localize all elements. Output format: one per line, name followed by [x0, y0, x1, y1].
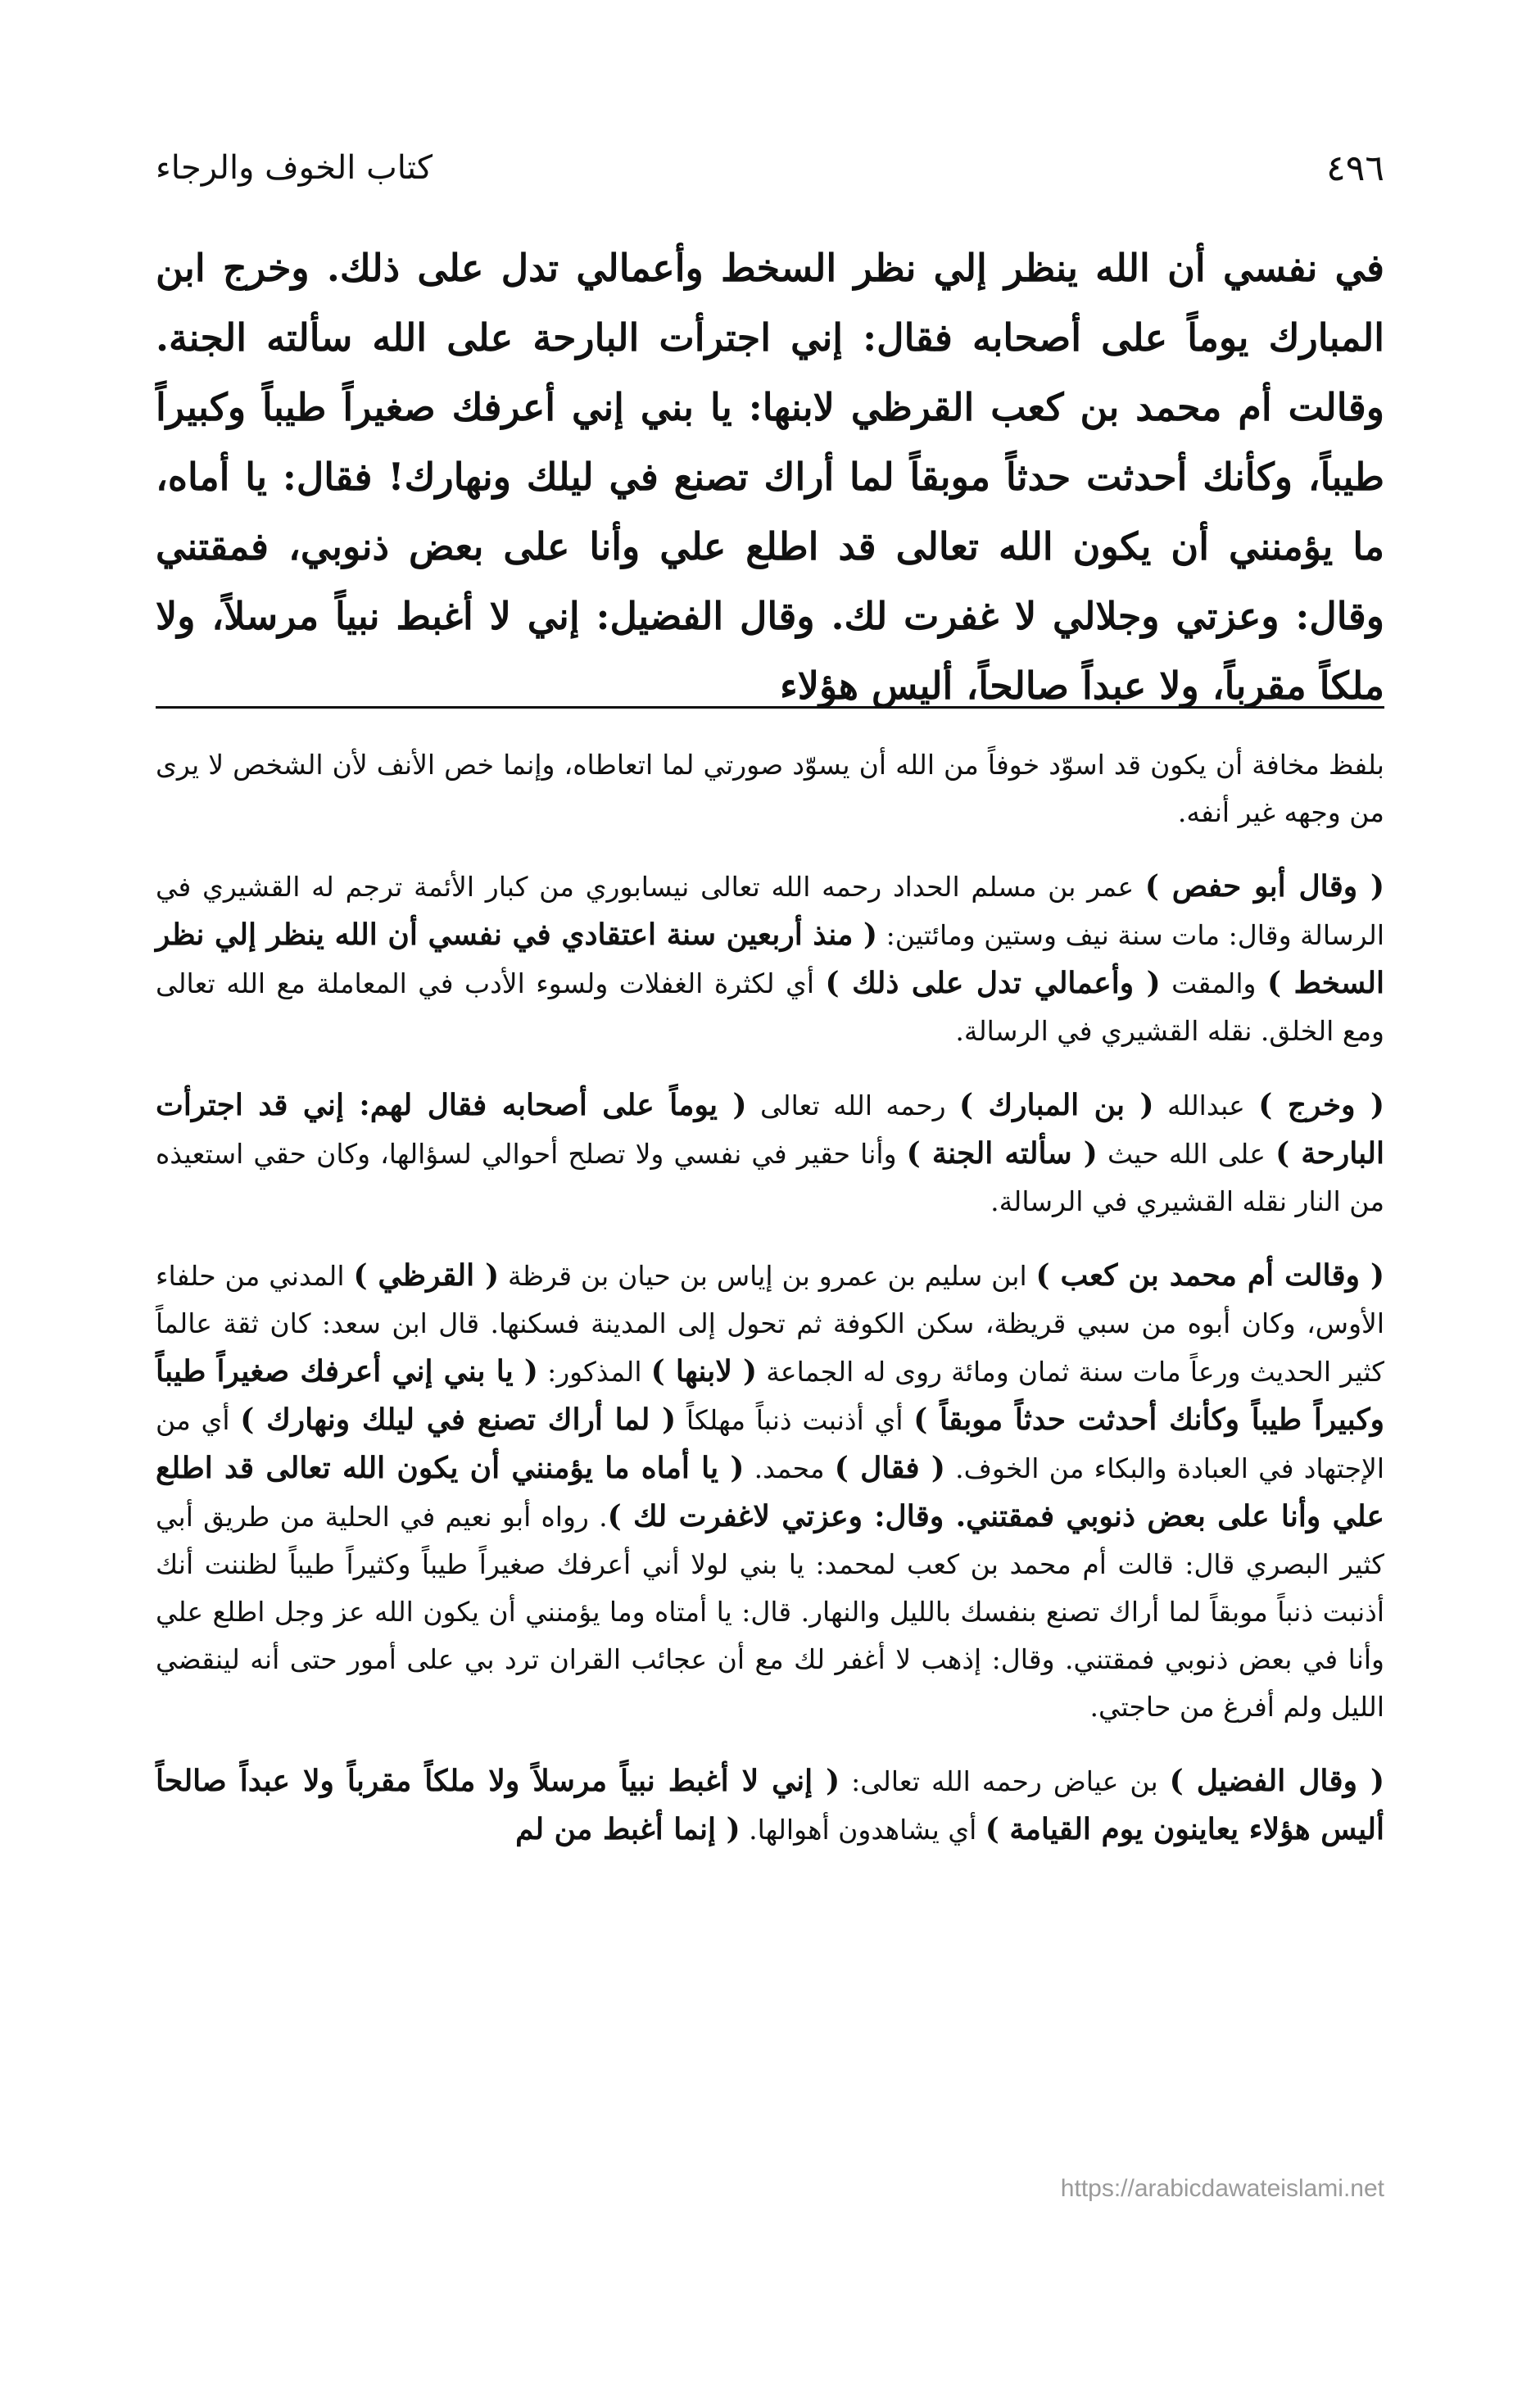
quoted-text: ( وقال الفضيل ) — [1169, 1764, 1384, 1798]
explanation-text: عمر بن مسلم الحداد رحمه الله تعالى نيسابوري من كبار الأئمة ترجم له القشيري في الرسالة وقال: مات سنة نيف وستين ومائتين: — [156, 871, 1384, 951]
quoted-text: ( بن المبارك ) — [958, 1088, 1154, 1122]
explanation-text: المذكور: — [537, 1356, 651, 1388]
footnote-divider — [156, 706, 1384, 709]
explanation-text: والمقت — [1160, 967, 1267, 999]
explanation-text: على الله حيث — [1097, 1138, 1276, 1170]
commentary-paragraph-2 — [156, 863, 1384, 1055]
page-header — [156, 143, 1384, 193]
quoted-text: ( لما أراك تصنع في ليلك ونهارك ) — [240, 1402, 677, 1437]
quoted-text: ( وخرج ) — [1258, 1088, 1385, 1122]
commentary — [156, 741, 1384, 1880]
commentary-paragraph-4 — [156, 1252, 1384, 1731]
explanation-text: وأنا حقير في نفسي ولا تصلح أحوالي لسؤالها، وكان حقي استعيذه من النار نقله القشيري في الرسالة. — [156, 1138, 1384, 1217]
quoted-text: ( فقال ) — [834, 1451, 945, 1485]
explanation-text: رحمه الله تعالى — [746, 1090, 959, 1121]
explanation-text: . رواه أبو نعيم في الحلية من طريق أبي كثير البصري قال: قالت أم محمد بن كعب لمحمد: يا بني لولا أني أعرفك صغيراً طيباً وكثيراً طيباً لظننت أنك أذنبت ذنباً موبقاً لما أراك تصنع بنفسك بالليل والنهار. قال: يا أمتاه وما يؤمنني أن يكون الله عز وجل اطلع علي وأنا في بعض ذنوبي فمقتني. وقال: إذهب لا أغفر لك مع أن عجائب القران ترد بي على أمور حتى أنه لينقضي الليل ولم أفرغ من حاجتي. — [156, 1501, 1384, 1723]
commentary-paragraph-3 — [156, 1081, 1384, 1225]
commentary-paragraph-5 — [156, 1757, 1384, 1854]
explanation-text: محمد. — [744, 1452, 835, 1484]
quoted-text: ( القرظي ) — [353, 1258, 500, 1293]
explanation-text: أي أذنبت ذنباً مهلكاً — [676, 1404, 914, 1436]
explanation-text: أي من الإجتهاد في العبادة والبكاء من الخوف. — [156, 1404, 1384, 1484]
book-title: كتاب الخوف والرجاء — [156, 149, 433, 187]
quoted-text: ( إني لا أغبط نبياً مرسلاً ولا ملكاً مقرباً ولا عبداً صالحاً أليس هؤلاء يعاينون يوم القيامة ) — [156, 1764, 1384, 1846]
quoted-text: ( يا بني إني أعرفك صغيراً طيباً وكبيراً طيباً وكأنك أحدثت حدثاً موبقاً ) — [156, 1354, 1384, 1437]
explanation-text: أي يشاهدون أهوالها. — [740, 1814, 985, 1846]
explanation-text: أي لكثرة الغفلات ولسوء الأدب في المعاملة مع الله تعالى ومع الخلق. نقله القشيري في الرسالة. — [156, 967, 1384, 1047]
quoted-text: ( وقالت أم محمد بن كعب ) — [1035, 1258, 1385, 1293]
explanation-text: بن عياض رحمه الله تعالى: — [840, 1765, 1170, 1797]
quoted-text: ( يا أماه ما يؤمنني أن يكون الله تعالى قد اطلع علي وأنا على بعض ذنوبي فمقتني. وقال: وعزتي لاغفرت لك ) — [156, 1451, 1384, 1534]
quoted-text: ( وقال أبو حفص ) — [1144, 869, 1384, 904]
quoted-text: ( لابنها ) — [650, 1354, 758, 1389]
explanation-text: عبدالله — [1153, 1090, 1259, 1121]
quoted-text: ( يوماً على أصحابه فقال لهم: إني قد اجترأت البارحة ) — [156, 1088, 1385, 1171]
quoted-text: ( سألته الجنة ) — [906, 1136, 1098, 1171]
main-text: في نفسي أن الله ينظر إلي نظر السخط وأعمالي تدل على ذلك. وخرج ابن المبارك يوماً على أصحابه فقال: إني اجترأت البارحة على الله سألته الجنة. وقالت أم محمد بن كعب القرظي لابنها: يا بني إني أعرفك صغيراً طيباً وكبيراً طيباً، وكأنك أحدثت حدثاً موبقاً لما أراك تصنع في ليلك ونهارك! فقال: يا أماه، ما يؤمنني أن يكون الله تعالى قد اطلع علي وأنا على بعض ذنوبي، فمقتني وقال: وعزتي وجلالي لا غفرت لك. وقال الفضيل: إني لا أغبط نبياً مرسلاً، ولا ملكاً مقرباً، ولا عبداً صالحاً، أليس هؤلاء — [156, 246, 1384, 708]
quoted-text: ( إنما أغبط من لم — [515, 1812, 741, 1846]
quoted-text: ( منذ أربعين سنة اعتقادي في نفسي أن الله ينظر إلي نظر السخط ) — [156, 917, 1384, 1000]
watermark-url: https://arabicdawateislami.net — [1060, 2175, 1384, 2202]
commentary-paragraph-1: بلفظ مخافة أن يكون قد اسوّد خوفاً من الله أن يسوّد صورتي لما اتعاطاه، وإنما خص الأنف لأن الشخص لا يرى من وجهه غير أنفه. — [156, 749, 1384, 828]
quoted-text: ( وأعمالي تدل على ذلك ) — [825, 966, 1161, 1000]
page-number: ٤٩٦ — [1326, 147, 1384, 189]
explanation-text: ابن سليم بن عمرو بن إياس بن حيان بن قرظة — [499, 1260, 1036, 1292]
explanation-text: المدني من حلفاء الأوس، وكان أبوه من سبي قريظة، سكن الكوفة ثم تحول إلى المدينة فسكنها. قال ابن سعد: كان ثقة عالماً كثير الحديث ورعاً مات سنة ثمان ومائة روى له الجماعة — [156, 1260, 1385, 1388]
